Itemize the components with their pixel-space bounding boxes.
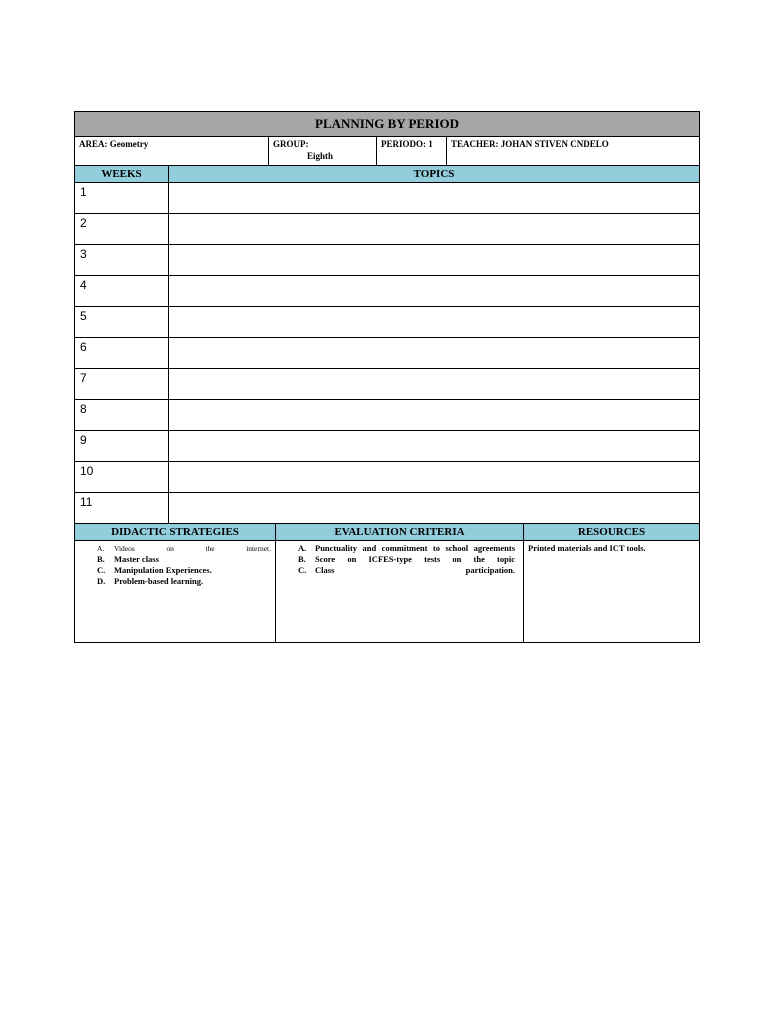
- week-number: 8: [80, 402, 87, 416]
- week-row: [75, 245, 700, 276]
- week-number: 6: [80, 340, 87, 354]
- topic-cell: [169, 276, 700, 307]
- topic-cell: [169, 462, 700, 493]
- topic-cell: [169, 338, 700, 369]
- list-text: Master class: [114, 554, 159, 564]
- topic-cell: [169, 493, 700, 524]
- week-number-cell: [75, 431, 169, 462]
- week-row: [75, 214, 700, 245]
- week-number: 7: [80, 371, 87, 385]
- week-number-cell: [75, 214, 169, 245]
- strategies-list: [97, 543, 271, 587]
- week-number-cell: [75, 369, 169, 400]
- group-label: GROUP:: [273, 139, 309, 149]
- group-value: Eighth: [307, 151, 334, 161]
- week-number: 5: [80, 309, 87, 323]
- strategies-header: DIDACTIC STRATEGIES: [75, 524, 276, 541]
- week-row: [75, 183, 700, 214]
- week-row: [75, 276, 700, 307]
- list-item: [97, 554, 271, 565]
- list-letter: A.: [97, 544, 105, 553]
- list-item: [298, 554, 515, 565]
- criteria-list: [298, 543, 515, 576]
- criteria-header: EVALUATION CRITERIA: [276, 524, 524, 541]
- teacher-field: TEACHER: JOHAN STIVEN CNDELO: [447, 137, 700, 166]
- week-number: 11: [80, 495, 93, 509]
- week-number-cell: [75, 245, 169, 276]
- list-item: [97, 565, 271, 576]
- period-field: PERIODO: 1: [377, 137, 447, 166]
- week-number: 9: [80, 433, 87, 447]
- list-letter: B.: [298, 554, 306, 564]
- week-number: 1: [80, 185, 87, 199]
- list-letter: B.: [97, 554, 105, 564]
- strategies-cell: [75, 541, 276, 643]
- list-item: [298, 543, 515, 554]
- topics-header: TOPICS: [169, 166, 700, 183]
- list-text: Videos on the internet.: [114, 544, 271, 553]
- week-number-cell: [75, 307, 169, 338]
- week-number-cell: [75, 183, 169, 214]
- list-text: Score on ICFES-type tests on the topic: [315, 554, 515, 564]
- list-letter: D.: [97, 576, 106, 586]
- topic-cell: [169, 369, 700, 400]
- week-number-cell: [75, 462, 169, 493]
- weeks-header: WEEKS: [75, 166, 169, 183]
- criteria-cell: [276, 541, 524, 643]
- list-item: [97, 543, 271, 554]
- week-row: [75, 400, 700, 431]
- week-row: [75, 493, 700, 524]
- week-number-cell: [75, 400, 169, 431]
- resources-header: RESOURCES: [524, 524, 700, 541]
- topic-cell: [169, 400, 700, 431]
- week-number-cell: [75, 493, 169, 524]
- week-row: [75, 369, 700, 400]
- topic-cell: [169, 214, 700, 245]
- topic-cell: [169, 307, 700, 338]
- planning-sheet: [74, 111, 699, 643]
- topic-cell: [169, 183, 700, 214]
- group-field: [269, 137, 377, 166]
- strategies-table: [74, 523, 700, 643]
- week-row: [75, 307, 700, 338]
- resources-cell: Printed materials and ICT tools.: [524, 541, 700, 643]
- list-text: Punctuality and commitment to school agreements: [315, 543, 515, 553]
- list-item: [97, 576, 271, 587]
- area-field: AREA: Geometry: [75, 137, 269, 166]
- list-letter: A.: [298, 543, 307, 553]
- week-number-cell: [75, 338, 169, 369]
- week-rows: [75, 183, 700, 524]
- list-letter: C.: [298, 565, 307, 575]
- list-text: Problem-based learning.: [114, 576, 204, 586]
- list-text: Class participation.: [315, 565, 515, 575]
- week-number: 3: [80, 247, 87, 261]
- week-number: 4: [80, 278, 87, 292]
- week-row: [75, 462, 700, 493]
- week-row: [75, 338, 700, 369]
- list-text: Manipulation Experiences.: [114, 565, 212, 575]
- planning-table: [74, 111, 700, 524]
- week-number-cell: [75, 276, 169, 307]
- page-title: PLANNING BY PERIOD: [75, 112, 700, 137]
- topic-cell: [169, 431, 700, 462]
- week-number: 10: [80, 464, 94, 478]
- list-letter: C.: [97, 565, 106, 575]
- topic-cell: [169, 245, 700, 276]
- week-row: [75, 431, 700, 462]
- list-item: [298, 565, 515, 576]
- week-number: 2: [80, 216, 87, 230]
